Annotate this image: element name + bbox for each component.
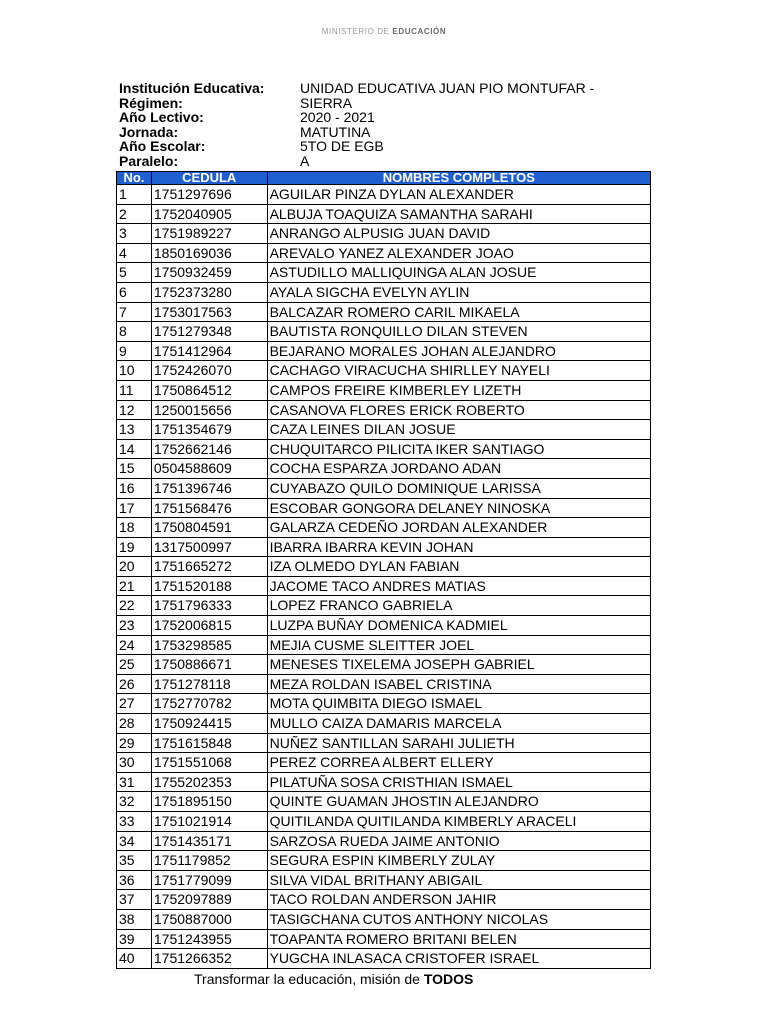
student-roster-table — [116, 171, 651, 969]
info-row — [119, 139, 640, 154]
cedula-cell: 1317500997 — [151, 537, 267, 557]
cedula-cell: 1751615848 — [151, 733, 267, 753]
table-row — [117, 870, 651, 890]
cedula-cell: 1751279348 — [151, 322, 267, 342]
footer-text: Transformar la educación, misión de — [194, 971, 420, 987]
ministry-header — [0, 27, 768, 36]
row-number: 9 — [117, 341, 152, 361]
full-name-cell: AGUILAR PINZA DYLAN ALEXANDER — [267, 185, 650, 205]
cedula-cell: 1751796333 — [151, 596, 267, 616]
table-row — [117, 694, 651, 714]
row-number: 12 — [117, 400, 152, 420]
row-number: 30 — [117, 753, 152, 773]
table-row — [117, 498, 651, 518]
info-row — [119, 110, 640, 125]
row-number: 26 — [117, 674, 152, 694]
info-value: 5TO DE EGB — [300, 138, 384, 155]
row-number: 37 — [117, 890, 152, 910]
cedula-cell: 1752426070 — [151, 361, 267, 381]
row-number: 22 — [117, 596, 152, 616]
row-number: 21 — [117, 576, 152, 596]
full-name-cell: TASIGCHANA CUTOS ANTHONY NICOLAS — [267, 909, 650, 929]
cedula-cell: 1751520188 — [151, 576, 267, 596]
cedula-cell: 1751412964 — [151, 341, 267, 361]
ministry-prefix: MINISTERIO DE — [321, 27, 390, 36]
info-label: Institución Educativa: — [119, 80, 265, 96]
info-value: A — [300, 152, 310, 169]
row-number: 29 — [117, 733, 152, 753]
row-number: 2 — [117, 204, 152, 224]
info-value: 2020 - 2021 — [300, 109, 375, 126]
row-number: 6 — [117, 282, 152, 302]
full-name-cell: ANRANGO ALPUSIG JUAN DAVID — [267, 224, 650, 244]
full-name-cell: SILVA VIDAL BRITHANY ABIGAIL — [267, 870, 650, 890]
table-row — [117, 263, 651, 283]
full-name-cell: NUÑEZ SANTILLAN SARAHI JULIETH — [267, 733, 650, 753]
row-number: 25 — [117, 655, 152, 675]
row-number: 5 — [117, 263, 152, 283]
table-row — [117, 576, 651, 596]
cedula-cell: 1750864512 — [151, 380, 267, 400]
cedula-cell: 1751895150 — [151, 792, 267, 812]
row-number: 7 — [117, 302, 152, 322]
header-number: No. — [117, 172, 152, 185]
full-name-cell: MENESES TIXELEMA JOSEPH GABRIEL — [267, 655, 650, 675]
info-value: SIERRA — [300, 94, 353, 111]
table-row — [117, 557, 651, 577]
row-number: 33 — [117, 812, 152, 832]
row-number: 36 — [117, 870, 152, 890]
cedula-cell: 1750887000 — [151, 909, 267, 929]
row-number: 35 — [117, 851, 152, 871]
full-name-cell: AREVALO YANEZ ALEXANDER JOAO — [267, 243, 650, 263]
full-name-cell: GALARZA CEDEÑO JORDAN ALEXANDER — [267, 518, 650, 538]
cedula-cell: 1752040905 — [151, 204, 267, 224]
cedula-cell: 1850169036 — [151, 243, 267, 263]
full-name-cell: MEJIA CUSME SLEITTER JOEL — [267, 635, 650, 655]
full-name-cell: ESCOBAR GONGORA DELANEY NINOSKA — [267, 498, 650, 518]
row-number: 4 — [117, 243, 152, 263]
row-number: 18 — [117, 518, 152, 538]
row-number: 8 — [117, 322, 152, 342]
info-label: Jornada: — [119, 123, 179, 140]
row-number: 34 — [117, 831, 152, 851]
row-number: 28 — [117, 714, 152, 734]
table-row — [117, 380, 651, 400]
cedula-cell: 1751989227 — [151, 224, 267, 244]
table-row — [117, 831, 651, 851]
ministry-name: EDUCACIÓN — [392, 27, 447, 36]
full-name-cell: LOPEZ FRANCO GABRIELA — [267, 596, 650, 616]
table-row — [117, 361, 651, 381]
row-number: 39 — [117, 929, 152, 949]
info-row — [119, 96, 640, 111]
table-row — [117, 772, 651, 792]
full-name-cell: TACO ROLDAN ANDERSON JAHIR — [267, 890, 650, 910]
full-name-cell: ASTUDILLO MALLIQUINGA ALAN JOSUE — [267, 263, 650, 283]
header-full-name: NOMBRES COMPLETOS — [267, 172, 650, 185]
full-name-cell: COCHA ESPARZA JORDANO ADAN — [267, 459, 650, 479]
cedula-cell: 1750924415 — [151, 714, 267, 734]
cedula-cell: 1751179852 — [151, 851, 267, 871]
table-row — [117, 185, 651, 205]
cedula-cell: 1751568476 — [151, 498, 267, 518]
table-row — [117, 596, 651, 616]
full-name-cell: PEREZ CORREA ALBERT ELLERY — [267, 753, 650, 773]
table-body — [117, 185, 651, 969]
full-name-cell: SEGURA ESPIN KIMBERLY ZULAY — [267, 851, 650, 871]
full-name-cell: QUITILANDA QUITILANDA KIMBERLY ARACELI — [267, 812, 650, 832]
row-number: 17 — [117, 498, 152, 518]
cedula-cell: 1751396746 — [151, 478, 267, 498]
info-label: Año Lectivo: — [119, 109, 204, 126]
row-number: 27 — [117, 694, 152, 714]
row-number: 23 — [117, 616, 152, 636]
full-name-cell: QUINTE GUAMAN JHOSTIN ALEJANDRO — [267, 792, 650, 812]
cedula-cell: 1751665272 — [151, 557, 267, 577]
full-name-cell: CUYABAZO QUILO DOMINIQUE LARISSA — [267, 478, 650, 498]
row-number: 14 — [117, 439, 152, 459]
cedula-cell: 1751354679 — [151, 420, 267, 440]
table-row — [117, 243, 651, 263]
full-name-cell: CAZA LEINES DILAN JOSUE — [267, 420, 650, 440]
full-name-cell: JACOME TACO ANDRES MATIAS — [267, 576, 650, 596]
table-row — [117, 224, 651, 244]
row-number: 24 — [117, 635, 152, 655]
table-row — [117, 714, 651, 734]
info-row — [119, 81, 640, 96]
table-row — [117, 400, 651, 420]
full-name-cell: CACHAGO VIRACUCHA SHIRLLEY NAYELI — [267, 361, 650, 381]
cedula-cell: 1753298585 — [151, 635, 267, 655]
table-row — [117, 478, 651, 498]
cedula-cell: 1752662146 — [151, 439, 267, 459]
full-name-cell: BALCAZAR ROMERO CARIL MIKAELA — [267, 302, 650, 322]
table-row — [117, 949, 651, 969]
row-number: 38 — [117, 909, 152, 929]
row-number: 1 — [117, 185, 152, 205]
cedula-cell: 1752373280 — [151, 282, 267, 302]
cedula-cell: 1755202353 — [151, 772, 267, 792]
table-row — [117, 812, 651, 832]
cedula-cell: 1751297696 — [151, 185, 267, 205]
row-number: 11 — [117, 380, 152, 400]
cedula-cell: 1753017563 — [151, 302, 267, 322]
row-number: 20 — [117, 557, 152, 577]
full-name-cell: MULLO CAIZA DAMARIS MARCELA — [267, 714, 650, 734]
full-name-cell: BEJARANO MORALES JOHAN ALEJANDRO — [267, 341, 650, 361]
table-row — [117, 733, 651, 753]
full-name-cell: PILATUÑA SOSA CRISTHIAN ISMAEL — [267, 772, 650, 792]
cedula-cell: 1751779099 — [151, 870, 267, 890]
full-name-cell: IZA OLMEDO DYLAN FABIAN — [267, 557, 650, 577]
footer-slogan — [194, 971, 473, 987]
footer-emphasis: TODOS — [423, 971, 474, 987]
table-row — [117, 851, 651, 871]
info-value: MATUTINA — [300, 123, 371, 140]
row-number: 16 — [117, 478, 152, 498]
cedula-cell: 1751266352 — [151, 949, 267, 969]
row-number: 40 — [117, 949, 152, 969]
table-header-row — [117, 172, 651, 185]
table-row — [117, 341, 651, 361]
table-row — [117, 204, 651, 224]
full-name-cell: AYALA SIGCHA EVELYN AYLIN — [267, 282, 650, 302]
table-row — [117, 322, 651, 342]
table-row — [117, 537, 651, 557]
row-number: 10 — [117, 361, 152, 381]
table-row — [117, 909, 651, 929]
table-row — [117, 420, 651, 440]
info-label: Año Escolar: — [119, 138, 206, 155]
table-row — [117, 792, 651, 812]
info-row — [119, 154, 640, 169]
full-name-cell: IBARRA IBARRA KEVIN JOHAN — [267, 537, 650, 557]
full-name-cell: CHUQUITARCO PILICITA IKER SANTIAGO — [267, 439, 650, 459]
cedula-cell: 1751021914 — [151, 812, 267, 832]
row-number: 19 — [117, 537, 152, 557]
row-number: 13 — [117, 420, 152, 440]
table-row — [117, 655, 651, 675]
cedula-cell: 1751435171 — [151, 831, 267, 851]
info-value: UNIDAD EDUCATIVA JUAN PIO MONTUFAR - — [300, 80, 595, 96]
table-row — [117, 459, 651, 479]
full-name-cell: TOAPANTA ROMERO BRITANI BELEN — [267, 929, 650, 949]
full-name-cell: MEZA ROLDAN ISABEL CRISTINA — [267, 674, 650, 694]
full-name-cell: ALBUJA TOAQUIZA SAMANTHA SARAHI — [267, 204, 650, 224]
info-row — [119, 125, 640, 140]
table-row — [117, 302, 651, 322]
table-row — [117, 674, 651, 694]
table-row — [117, 518, 651, 538]
table-row — [117, 753, 651, 773]
table-row — [117, 439, 651, 459]
cedula-cell: 1752006815 — [151, 616, 267, 636]
table-row — [117, 890, 651, 910]
full-name-cell: BAUTISTA RONQUILLO DILAN STEVEN — [267, 322, 650, 342]
cedula-cell: 1250015656 — [151, 400, 267, 420]
row-number: 32 — [117, 792, 152, 812]
table-row — [117, 929, 651, 949]
cedula-cell: 0504588609 — [151, 459, 267, 479]
cedula-cell: 1750804591 — [151, 518, 267, 538]
cedula-cell: 1750886671 — [151, 655, 267, 675]
cedula-cell: 1751551068 — [151, 753, 267, 773]
row-number: 31 — [117, 772, 152, 792]
row-number: 15 — [117, 459, 152, 479]
header-cedula: CEDULA — [151, 172, 267, 185]
full-name-cell: YUGCHA INLASACA CRISTOFER ISRAEL — [267, 949, 650, 969]
row-number: 3 — [117, 224, 152, 244]
table-row — [117, 635, 651, 655]
info-label: Régimen: — [119, 94, 183, 111]
full-name-cell: SARZOSA RUEDA JAIME ANTONIO — [267, 831, 650, 851]
cedula-cell: 1752770782 — [151, 694, 267, 714]
table-row — [117, 282, 651, 302]
full-name-cell: CASANOVA FLORES ERICK ROBERTO — [267, 400, 650, 420]
full-name-cell: LUZPA BUÑAY DOMENICA KADMIEL — [267, 616, 650, 636]
cedula-cell: 1752097889 — [151, 890, 267, 910]
school-info — [119, 81, 640, 169]
info-label: Paralelo: — [119, 152, 179, 169]
cedula-cell: 1751278118 — [151, 674, 267, 694]
full-name-cell: CAMPOS FREIRE KIMBERLEY LIZETH — [267, 380, 650, 400]
cedula-cell: 1750932459 — [151, 263, 267, 283]
cedula-cell: 1751243955 — [151, 929, 267, 949]
full-name-cell: MOTA QUIMBITA DIEGO ISMAEL — [267, 694, 650, 714]
table-row — [117, 616, 651, 636]
